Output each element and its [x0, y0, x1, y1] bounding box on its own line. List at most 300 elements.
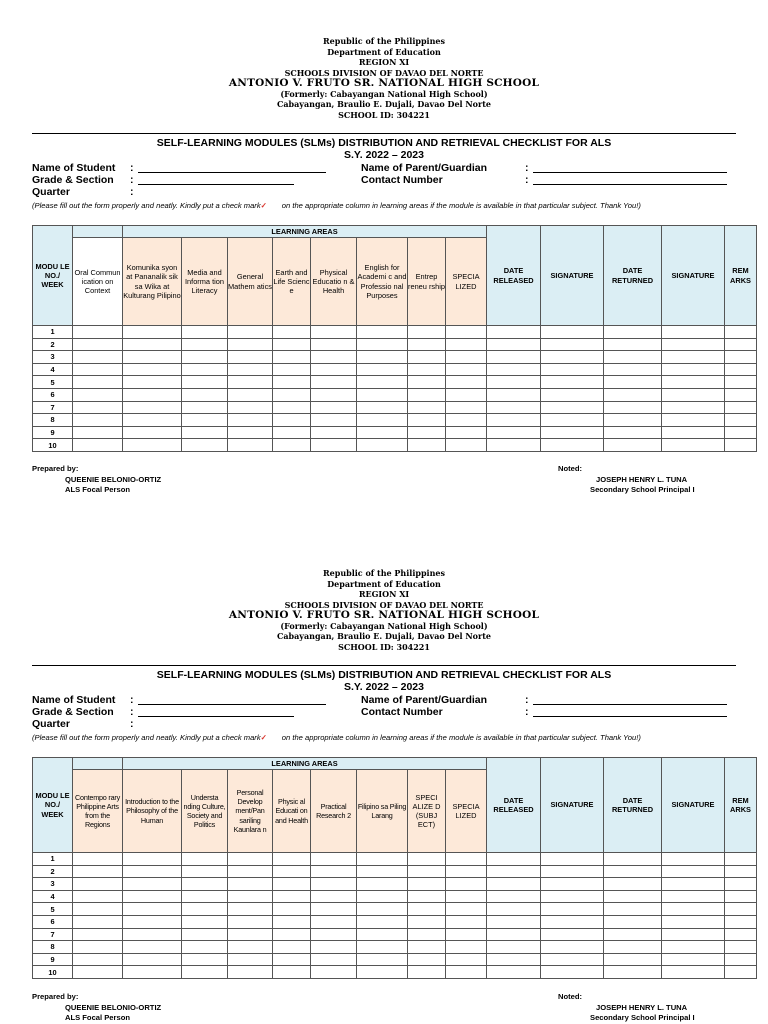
checklist-cell[interactable] — [541, 376, 604, 389]
checklist-cell[interactable] — [123, 439, 182, 452]
checklist-cell[interactable] — [73, 865, 123, 878]
checklist-cell[interactable] — [604, 915, 662, 928]
checklist-cell[interactable] — [123, 376, 182, 389]
checklist-cell[interactable] — [123, 865, 182, 878]
checklist-cell[interactable] — [408, 915, 446, 928]
checklist-cell[interactable] — [604, 966, 662, 979]
checklist-cell[interactable] — [662, 388, 725, 401]
checklist-cell[interactable] — [408, 351, 446, 364]
checklist-cell[interactable] — [408, 903, 446, 916]
checklist-cell[interactable] — [357, 853, 408, 866]
checklist-cell[interactable] — [446, 439, 487, 452]
checklist-cell[interactable] — [73, 928, 123, 941]
checklist-cell[interactable] — [408, 878, 446, 891]
checklist-cell[interactable] — [311, 363, 357, 376]
checklist-cell[interactable] — [73, 941, 123, 954]
checklist-cell[interactable] — [662, 903, 725, 916]
checklist-cell[interactable] — [228, 853, 273, 866]
checklist-cell[interactable] — [73, 426, 123, 439]
checklist-cell[interactable] — [408, 953, 446, 966]
checklist-cell[interactable] — [228, 928, 273, 941]
checklist-cell[interactable] — [228, 903, 273, 916]
noted-name: JOSEPH HENRY L. TUNA — [596, 1002, 688, 1012]
checklist-cell[interactable] — [311, 865, 357, 878]
checklist-cell[interactable] — [123, 426, 182, 439]
checklist-cell[interactable] — [182, 414, 228, 427]
checklist-cell[interactable] — [446, 903, 487, 916]
checklist-cell[interactable] — [725, 363, 757, 376]
checklist-cell[interactable] — [357, 363, 408, 376]
checklist-cell[interactable] — [311, 915, 357, 928]
checklist-cell[interactable] — [228, 414, 273, 427]
checklist-cell[interactable] — [182, 351, 228, 364]
checklist-cell[interactable] — [725, 953, 757, 966]
checklist-cell[interactable] — [725, 376, 757, 389]
checklist-cell[interactable] — [662, 890, 725, 903]
checklist-cell[interactable] — [73, 326, 123, 339]
checklist-cell[interactable] — [123, 388, 182, 401]
checklist-cell[interactable] — [311, 928, 357, 941]
checklist-cell[interactable] — [662, 414, 725, 427]
checklist-cell[interactable] — [408, 941, 446, 954]
checklist-cell[interactable] — [273, 414, 311, 427]
checklist-cell[interactable] — [487, 953, 541, 966]
checklist-cell[interactable] — [487, 928, 541, 941]
checklist-cell[interactable] — [228, 941, 273, 954]
checklist-cell[interactable] — [541, 878, 604, 891]
checklist-cell[interactable] — [311, 376, 357, 389]
checklist-cell[interactable] — [487, 426, 541, 439]
checklist-cell[interactable] — [228, 953, 273, 966]
checklist-cell[interactable] — [487, 878, 541, 891]
checklist-cell[interactable] — [357, 351, 408, 364]
checklist-cell[interactable] — [446, 890, 487, 903]
checklist-cell[interactable] — [662, 363, 725, 376]
checklist-cell[interactable] — [604, 903, 662, 916]
checklist-cell[interactable] — [228, 388, 273, 401]
checklist-cell[interactable] — [273, 928, 311, 941]
checklist-cell[interactable] — [604, 878, 662, 891]
checklist-cell[interactable] — [357, 401, 408, 414]
checklist-cell[interactable] — [357, 941, 408, 954]
checklist-cell[interactable] — [311, 351, 357, 364]
checklist-cell[interactable] — [123, 853, 182, 866]
checklist-cell[interactable] — [662, 338, 725, 351]
checklist-cell[interactable] — [541, 966, 604, 979]
checklist-cell[interactable] — [662, 439, 725, 452]
checklist-cell[interactable] — [408, 966, 446, 979]
checklist-cell[interactable] — [273, 915, 311, 928]
checklist-cell[interactable] — [273, 865, 311, 878]
checklist-cell[interactable] — [487, 966, 541, 979]
checklist-cell[interactable] — [487, 853, 541, 866]
checklist-cell[interactable] — [182, 363, 228, 376]
checklist-cell[interactable] — [446, 338, 487, 351]
checklist-cell[interactable] — [273, 338, 311, 351]
checklist-cell[interactable] — [182, 326, 228, 339]
checklist-cell[interactable] — [311, 878, 357, 891]
checklist-cell[interactable] — [541, 953, 604, 966]
checklist-cell[interactable] — [228, 401, 273, 414]
checklist-cell[interactable] — [604, 953, 662, 966]
checklist-cell[interactable] — [725, 966, 757, 979]
checklist-cell[interactable] — [311, 941, 357, 954]
prepared-label: Prepared by: — [32, 464, 79, 473]
checklist-cell[interactable] — [228, 426, 273, 439]
checklist-cell[interactable] — [357, 426, 408, 439]
checklist-cell[interactable] — [311, 853, 357, 866]
checklist-cell[interactable] — [123, 363, 182, 376]
checklist-cell[interactable] — [446, 878, 487, 891]
checklist-cell[interactable] — [487, 915, 541, 928]
checklist-cell[interactable] — [73, 338, 123, 351]
checklist-cell[interactable] — [273, 401, 311, 414]
checklist-cell[interactable] — [446, 853, 487, 866]
remarks-header: REM ARKS — [725, 758, 757, 853]
checklist-cell[interactable] — [487, 941, 541, 954]
checklist-cell[interactable] — [725, 890, 757, 903]
checklist-cell[interactable] — [73, 853, 123, 866]
checklist-cell[interactable] — [446, 401, 487, 414]
checklist-cell[interactable] — [725, 388, 757, 401]
checklist-cell[interactable] — [604, 426, 662, 439]
checklist-cell[interactable] — [357, 326, 408, 339]
checklist-cell[interactable] — [487, 890, 541, 903]
school-name: ANTONIO V. FRUTO SR. NATIONAL HIGH SCHOOL — [228, 609, 540, 621]
checklist-cell[interactable] — [408, 338, 446, 351]
checklist-cell[interactable] — [357, 966, 408, 979]
checklist-cell[interactable] — [408, 326, 446, 339]
checklist-cell[interactable] — [182, 915, 228, 928]
checklist-cell[interactable] — [357, 878, 408, 891]
checklist-cell[interactable] — [541, 865, 604, 878]
checklist-cell[interactable] — [73, 903, 123, 916]
checklist-cell[interactable] — [228, 326, 273, 339]
subject-header: Understa nding Culture, Society and Politics — [182, 770, 228, 853]
checklist-cell[interactable] — [541, 941, 604, 954]
checklist-cell[interactable] — [725, 426, 757, 439]
checklist-cell[interactable] — [662, 401, 725, 414]
checklist-cell[interactable] — [228, 439, 273, 452]
checklist-cell[interactable] — [487, 351, 541, 364]
checklist-cell[interactable] — [408, 853, 446, 866]
checklist-cell[interactable] — [357, 439, 408, 452]
form-title: SELF-LEARNING MODULES (SLMs) DISTRIBUTION AND RETRIEVAL CHECKLIST FOR ALS — [156, 669, 612, 681]
checklist-cell[interactable] — [487, 338, 541, 351]
checklist-cell[interactable] — [408, 865, 446, 878]
checklist-cell[interactable] — [662, 878, 725, 891]
parent-field[interactable] — [533, 172, 727, 173]
checklist-cell[interactable] — [273, 890, 311, 903]
checklist-cell[interactable] — [182, 338, 228, 351]
checklist-cell[interactable] — [725, 853, 757, 866]
checklist-cell[interactable] — [228, 878, 273, 891]
checklist-cell[interactable] — [123, 414, 182, 427]
checklist-cell[interactable] — [725, 915, 757, 928]
checklist-cell[interactable] — [487, 439, 541, 452]
checklist-cell[interactable] — [604, 928, 662, 941]
checklist-cell[interactable] — [662, 915, 725, 928]
checklist-cell[interactable] — [123, 928, 182, 941]
checklist-cell[interactable] — [123, 338, 182, 351]
checklist-cell[interactable] — [273, 439, 311, 452]
checklist-cell[interactable] — [73, 966, 123, 979]
checklist-cell[interactable] — [487, 326, 541, 339]
checklist-cell[interactable] — [408, 388, 446, 401]
parent-field[interactable] — [533, 704, 727, 705]
checklist-cell[interactable] — [604, 326, 662, 339]
checklist-cell[interactable] — [604, 376, 662, 389]
checklist-cell[interactable] — [73, 376, 123, 389]
checklist-cell[interactable] — [357, 388, 408, 401]
noted-by-block — [558, 464, 718, 496]
checklist-cell[interactable] — [273, 903, 311, 916]
checklist-cell[interactable] — [487, 401, 541, 414]
checklist-cell[interactable] — [311, 439, 357, 452]
checklist-cell[interactable] — [273, 966, 311, 979]
checklist-cell[interactable] — [604, 865, 662, 878]
checklist-cell[interactable] — [73, 388, 123, 401]
checklist-cell[interactable] — [408, 363, 446, 376]
checklist-cell[interactable] — [541, 426, 604, 439]
checklist-cell[interactable] — [408, 928, 446, 941]
checklist-cell[interactable] — [408, 401, 446, 414]
checklist-cell[interactable] — [541, 363, 604, 376]
checklist-cell[interactable] — [311, 388, 357, 401]
checklist-cell[interactable] — [273, 363, 311, 376]
checklist-cell[interactable] — [662, 941, 725, 954]
checklist-cell[interactable] — [487, 388, 541, 401]
checklist-cell[interactable] — [541, 401, 604, 414]
checklist-cell[interactable] — [73, 414, 123, 427]
checklist-cell[interactable] — [446, 966, 487, 979]
checklist-cell[interactable] — [446, 426, 487, 439]
checklist-cell[interactable] — [725, 351, 757, 364]
checklist-cell[interactable] — [541, 915, 604, 928]
checklist-cell[interactable] — [604, 890, 662, 903]
checklist-cell[interactable] — [73, 439, 123, 452]
checklist-cell[interactable] — [357, 903, 408, 916]
checklist-cell[interactable] — [182, 890, 228, 903]
checklist-cell[interactable] — [541, 928, 604, 941]
checklist-cell[interactable] — [357, 953, 408, 966]
checklist-cell[interactable] — [357, 890, 408, 903]
header-line: Department of Education — [327, 46, 441, 57]
checklist-cell[interactable] — [725, 439, 757, 452]
checklist-cell[interactable] — [123, 915, 182, 928]
checklist-cell[interactable] — [541, 439, 604, 452]
checklist-cell[interactable] — [357, 915, 408, 928]
subject-header: Oral Commun ication on Context — [73, 238, 123, 326]
checklist-cell[interactable] — [273, 388, 311, 401]
checklist-cell[interactable] — [604, 414, 662, 427]
checklist-cell[interactable] — [273, 426, 311, 439]
checklist-cell[interactable] — [73, 878, 123, 891]
checklist-cell[interactable] — [662, 426, 725, 439]
checklist-cell[interactable] — [357, 928, 408, 941]
checklist-cell[interactable] — [228, 351, 273, 364]
checklist-cell[interactable] — [123, 941, 182, 954]
checklist-cell[interactable] — [123, 351, 182, 364]
checklist-cell[interactable] — [73, 351, 123, 364]
checklist-cell[interactable] — [273, 376, 311, 389]
checklist-cell[interactable] — [662, 326, 725, 339]
checklist-cell[interactable] — [311, 966, 357, 979]
checklist-cell[interactable] — [182, 853, 228, 866]
checklist-cell[interactable] — [228, 966, 273, 979]
contact-field[interactable] — [533, 184, 727, 185]
checklist-cell[interactable] — [311, 953, 357, 966]
checklist-cell[interactable] — [662, 853, 725, 866]
noted-name: JOSEPH HENRY L. TUNA — [596, 474, 688, 484]
checklist-cell[interactable] — [182, 878, 228, 891]
checklist-cell[interactable] — [487, 414, 541, 427]
checklist-cell[interactable] — [446, 928, 487, 941]
checklist-cell[interactable] — [604, 853, 662, 866]
checklist-cell[interactable] — [662, 376, 725, 389]
checklist-cell[interactable] — [446, 414, 487, 427]
checklist-cell[interactable] — [604, 401, 662, 414]
checklist-cell[interactable] — [182, 966, 228, 979]
checklist-cell[interactable] — [725, 326, 757, 339]
checklist-cell[interactable] — [408, 376, 446, 389]
checklist-cell[interactable] — [541, 351, 604, 364]
checklist-cell[interactable] — [73, 953, 123, 966]
checklist-cell[interactable] — [273, 941, 311, 954]
checklist-cell[interactable] — [228, 865, 273, 878]
checklist-cell[interactable] — [182, 865, 228, 878]
checklist-cell[interactable] — [604, 351, 662, 364]
checklist-cell[interactable] — [446, 363, 487, 376]
checklist-cell[interactable] — [273, 953, 311, 966]
checklist-cell[interactable] — [123, 953, 182, 966]
checklist-cell[interactable] — [357, 338, 408, 351]
checklist-cell[interactable] — [123, 326, 182, 339]
checklist-cell[interactable] — [541, 890, 604, 903]
checklist-cell[interactable] — [311, 903, 357, 916]
checklist-cell[interactable] — [487, 865, 541, 878]
checklist-cell[interactable] — [182, 388, 228, 401]
checklist-cell[interactable] — [182, 401, 228, 414]
checklist-cell[interactable] — [357, 414, 408, 427]
checklist-cell[interactable] — [604, 363, 662, 376]
checklist-cell[interactable] — [408, 414, 446, 427]
checklist-cell[interactable] — [273, 326, 311, 339]
checklist-cell[interactable] — [604, 338, 662, 351]
checklist-cell[interactable] — [604, 388, 662, 401]
checklist-cell[interactable] — [446, 351, 487, 364]
checklist-cell[interactable] — [73, 890, 123, 903]
checklist-cell[interactable] — [73, 401, 123, 414]
checklist-cell[interactable] — [357, 376, 408, 389]
checklist-cell[interactable] — [604, 941, 662, 954]
checklist-cell[interactable] — [662, 966, 725, 979]
checklist-cell[interactable] — [182, 903, 228, 916]
checklist-cell[interactable] — [662, 351, 725, 364]
checklist-cell[interactable] — [228, 915, 273, 928]
checklist-cell[interactable] — [228, 890, 273, 903]
student-field[interactable] — [138, 704, 326, 705]
checklist-cell[interactable] — [273, 878, 311, 891]
checklist-cell[interactable] — [123, 890, 182, 903]
checklist-cell[interactable] — [311, 426, 357, 439]
checklist-cell[interactable] — [446, 915, 487, 928]
checklist-cell[interactable] — [123, 401, 182, 414]
checklist-cell[interactable] — [662, 865, 725, 878]
checklist-cell[interactable] — [73, 915, 123, 928]
checklist-cell[interactable] — [182, 953, 228, 966]
checklist-cell[interactable] — [182, 376, 228, 389]
checklist-cell[interactable] — [446, 376, 487, 389]
checklist-cell[interactable] — [725, 903, 757, 916]
checklist-cell[interactable] — [123, 878, 182, 891]
checklist-cell[interactable] — [662, 953, 725, 966]
checklist-cell[interactable] — [725, 941, 757, 954]
checklist-cell[interactable] — [725, 401, 757, 414]
checklist-cell[interactable] — [446, 865, 487, 878]
checklist-cell[interactable] — [73, 363, 123, 376]
student-field[interactable] — [138, 172, 326, 173]
checklist-cell[interactable] — [182, 426, 228, 439]
checklist-cell[interactable] — [182, 439, 228, 452]
checklist-cell[interactable] — [487, 363, 541, 376]
checklist-cell[interactable] — [662, 928, 725, 941]
checklist-cell[interactable] — [273, 351, 311, 364]
checklist-cell[interactable] — [311, 401, 357, 414]
checklist-cell[interactable] — [311, 890, 357, 903]
checklist-cell[interactable] — [725, 414, 757, 427]
checklist-cell[interactable] — [725, 338, 757, 351]
checklist-cell[interactable] — [487, 903, 541, 916]
checklist-cell[interactable] — [604, 439, 662, 452]
checklist-cell[interactable] — [311, 338, 357, 351]
checklist-cell[interactable] — [446, 953, 487, 966]
checklist-cell[interactable] — [725, 878, 757, 891]
grade-field[interactable] — [138, 184, 294, 185]
checklist-cell[interactable] — [541, 326, 604, 339]
checklist-cell[interactable] — [446, 941, 487, 954]
checklist-cell[interactable] — [408, 426, 446, 439]
checklist-cell[interactable] — [487, 376, 541, 389]
checklist-cell[interactable] — [311, 414, 357, 427]
contact-field[interactable] — [533, 716, 727, 717]
grade-field[interactable] — [138, 716, 294, 717]
checklist-cell[interactable] — [228, 363, 273, 376]
checklist-cell[interactable] — [273, 853, 311, 866]
checklist-cell[interactable] — [725, 865, 757, 878]
checklist-cell[interactable] — [541, 853, 604, 866]
checklist-cell[interactable] — [446, 326, 487, 339]
checklist-cell[interactable] — [182, 941, 228, 954]
checklist-cell[interactable] — [725, 928, 757, 941]
table-row — [33, 890, 757, 903]
checklist-cell[interactable] — [123, 903, 182, 916]
checklist-cell[interactable] — [228, 376, 273, 389]
checklist-cell[interactable] — [541, 903, 604, 916]
checklist-cell[interactable] — [408, 439, 446, 452]
checklist-cell[interactable] — [357, 865, 408, 878]
checklist-cell[interactable] — [541, 338, 604, 351]
checklist-cell[interactable] — [123, 966, 182, 979]
checklist-cell[interactable] — [541, 388, 604, 401]
row-number: 4 — [33, 363, 73, 376]
checklist-cell[interactable] — [408, 890, 446, 903]
checklist-cell[interactable] — [446, 388, 487, 401]
checklist-cell[interactable] — [228, 338, 273, 351]
checklist-cell[interactable] — [182, 928, 228, 941]
checklist-cell[interactable] — [311, 326, 357, 339]
checklist-cell[interactable] — [541, 414, 604, 427]
